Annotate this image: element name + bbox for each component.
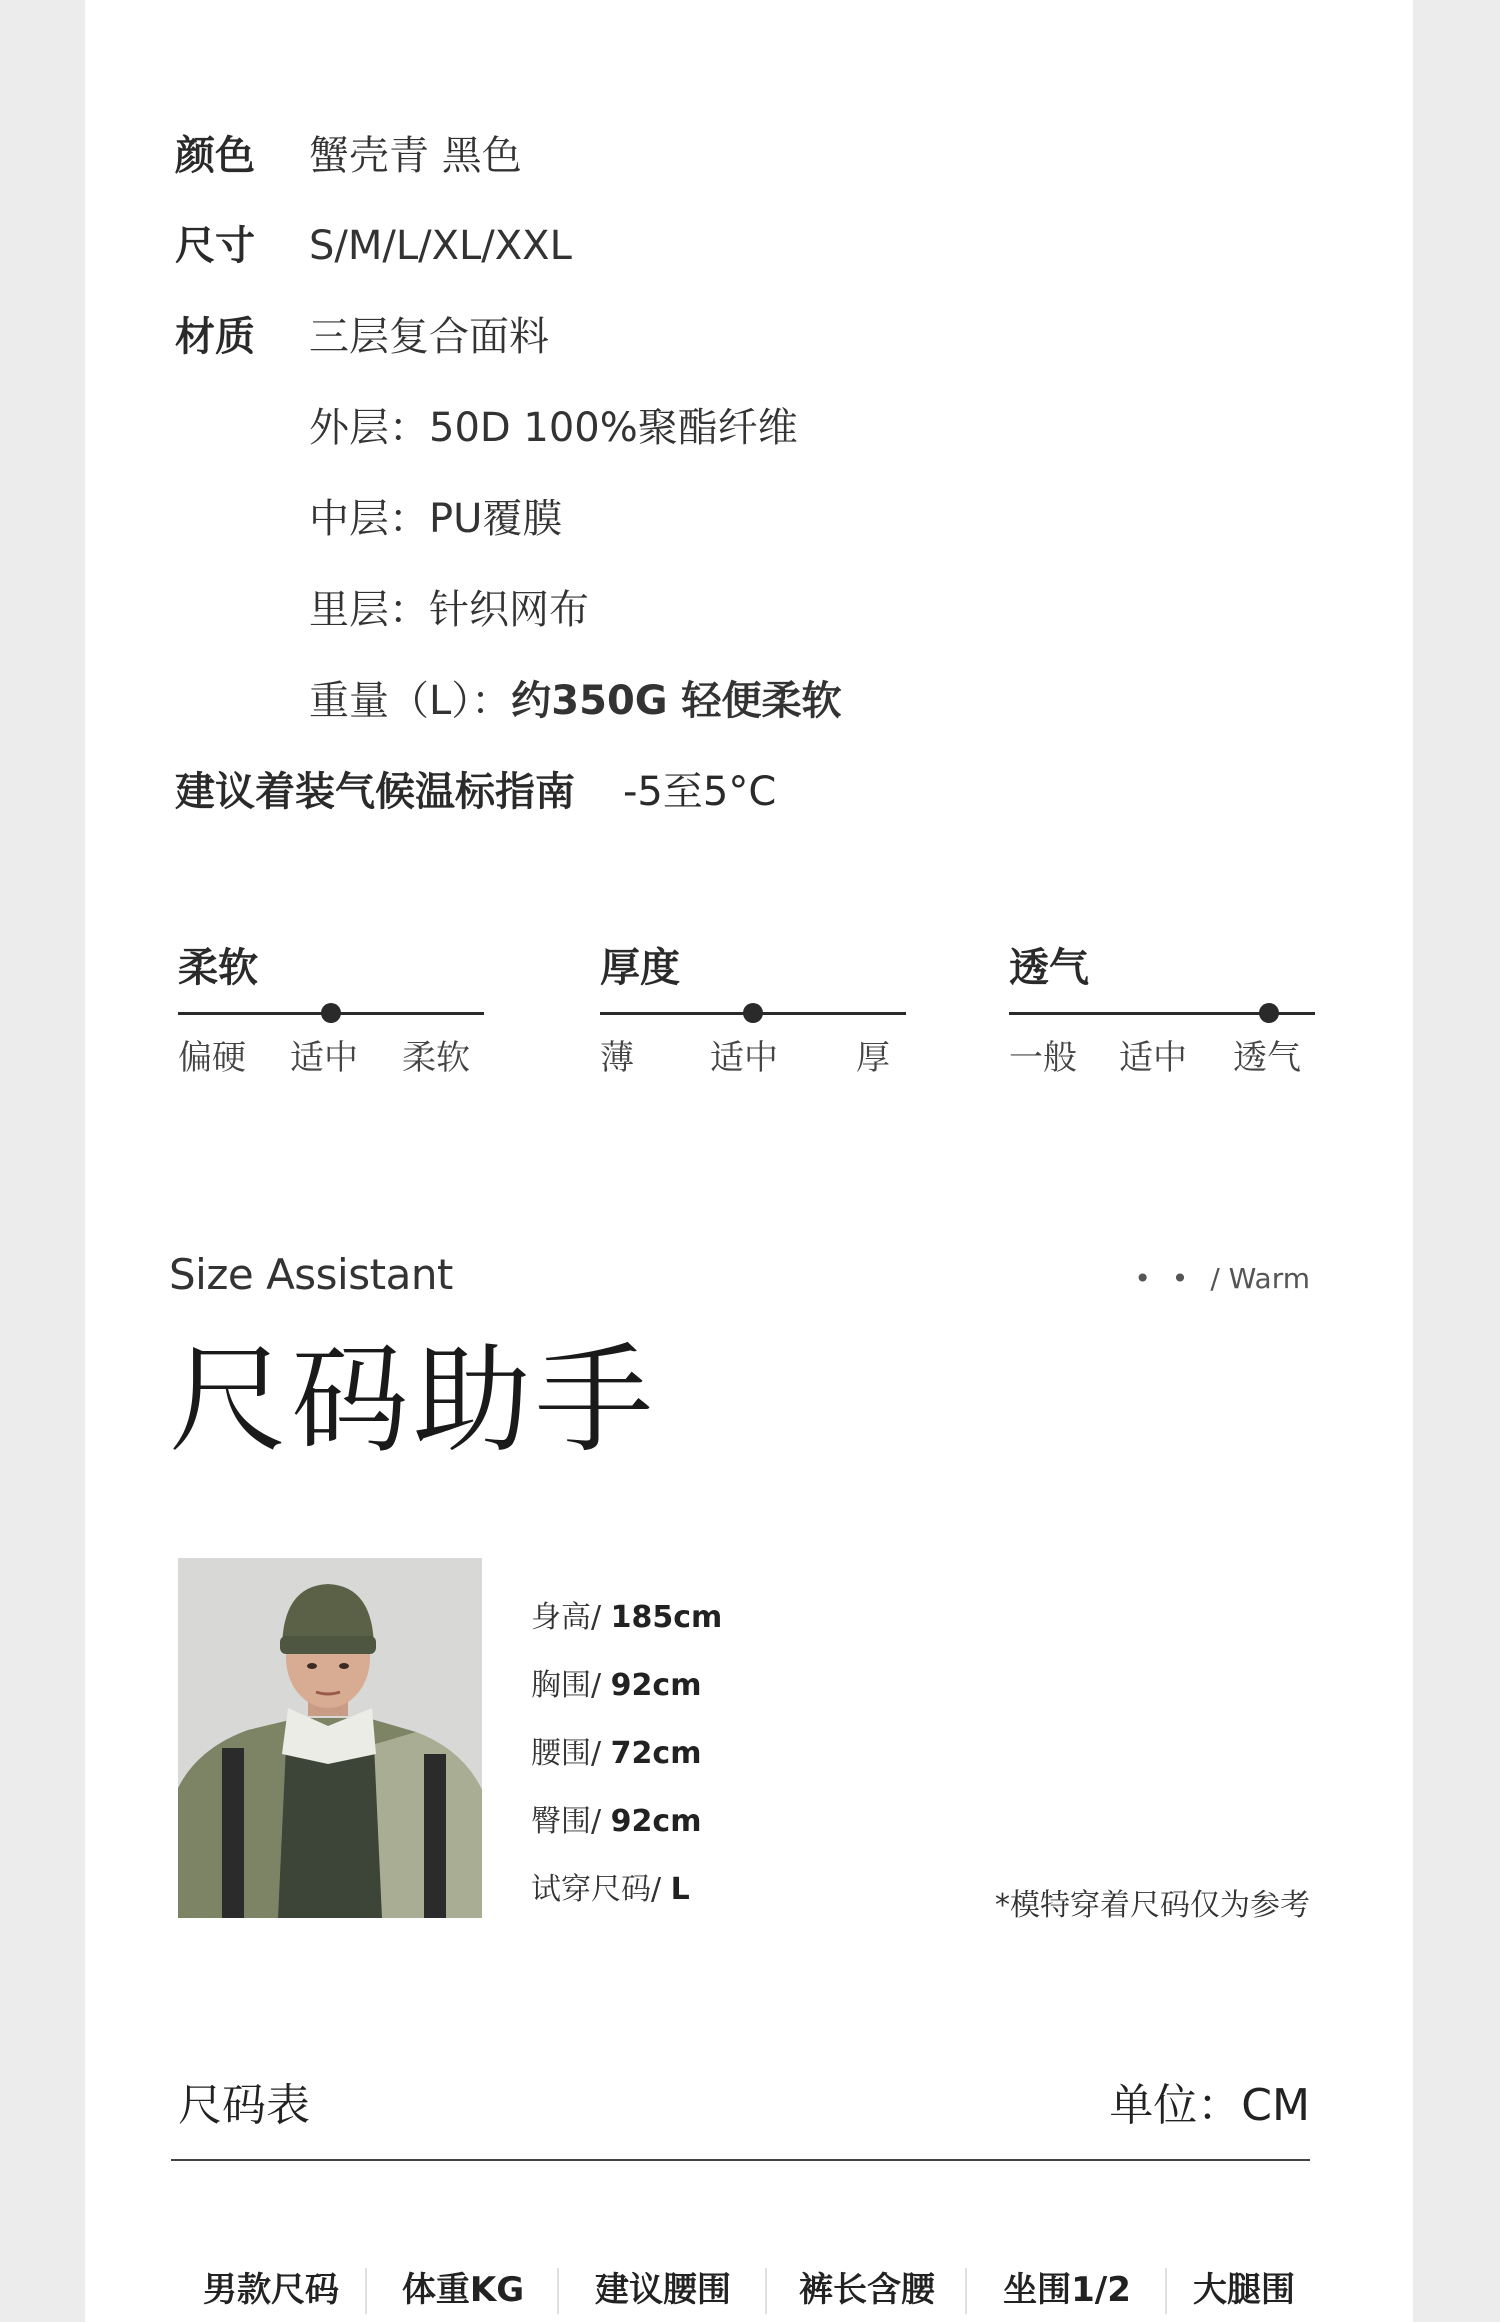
model-height — [531, 1592, 722, 1636]
material-outer-layer: 外层：50D 100%聚酯纤维 — [309, 405, 798, 451]
scale-labels — [1009, 1030, 1315, 1076]
weight-label: 重量（L）： — [309, 678, 512, 724]
scale-label-high: 厚 — [856, 1038, 890, 1078]
size-assistant-title-en: Size Assistant — [169, 1250, 453, 1299]
size-chart-unit: 单位：CM — [1109, 2080, 1310, 2131]
table-header-cell — [175, 2262, 367, 2322]
spec-label: 颜色 — [175, 133, 255, 179]
scale-label-low: 一般 — [1009, 1038, 1077, 1078]
scale-title: 透气 — [1009, 945, 1089, 991]
table-header-cell — [559, 2262, 767, 2322]
model-waist — [531, 1728, 701, 1772]
scale-title: 柔软 — [178, 945, 258, 991]
model-photo — [178, 1558, 482, 1918]
scale-indicator — [743, 1003, 763, 1023]
measure-value: 92cm — [610, 1668, 702, 1703]
scale-label-low: 偏硬 — [178, 1038, 246, 1078]
model-size-note: *模特穿着尺码仅为参考 — [995, 1888, 1310, 1923]
climate-temperature: -5至5°C — [623, 769, 777, 815]
model-trial-size — [531, 1864, 690, 1908]
scale-track — [178, 1002, 484, 1026]
table-header-cell — [367, 2262, 559, 2322]
product-detail-page — [85, 0, 1413, 2322]
scale-track — [1009, 1002, 1315, 1026]
warm-tag: / Warm — [1210, 1262, 1310, 1295]
measure-value: 92cm — [610, 1804, 702, 1839]
measure-value: L — [670, 1872, 690, 1907]
weight-value: 约350G 轻便柔软 — [511, 678, 842, 724]
table-header-cell — [767, 2262, 967, 2322]
measure-label: 腰围/ — [531, 1736, 611, 1771]
spec-row-color — [175, 130, 522, 182]
measure-value: 185cm — [610, 1600, 723, 1635]
dots-indicator: • • — [1134, 1262, 1195, 1295]
scale-breathability — [1009, 942, 1315, 1076]
climate-guide — [175, 766, 776, 818]
model-hip — [531, 1796, 701, 1840]
size-assistant-title-cn: 尺码助手 — [169, 1331, 658, 1469]
scale-label-mid: 适中 — [1119, 1038, 1187, 1078]
scale-title: 厚度 — [600, 945, 680, 991]
material-inner-layer: 里层：针织网布 — [309, 587, 589, 633]
scale-label-mid: 适中 — [290, 1038, 358, 1078]
column-label: 男款尺码 — [203, 2270, 339, 2310]
scale-label-high: 透气 — [1233, 1038, 1301, 1078]
measure-label: 胸围/ — [531, 1668, 611, 1703]
scale-thickness — [600, 942, 906, 1076]
spec-row-material — [175, 311, 549, 363]
material-middle-layer: 中层：PU覆膜 — [309, 496, 563, 542]
scale-label-low: 薄 — [600, 1038, 634, 1078]
scale-label-high: 柔软 — [402, 1038, 470, 1078]
column-label: 体重KG — [401, 2270, 525, 2310]
table-header-cell — [967, 2262, 1167, 2322]
weight-row — [309, 675, 842, 727]
scale-label-mid: 适中 — [710, 1038, 778, 1078]
size-assistant-tag — [1134, 1262, 1310, 1295]
scale-track — [600, 1002, 906, 1026]
column-label: 坐围1/2 — [1003, 2270, 1131, 2310]
divider — [171, 2159, 1310, 2161]
column-label: 大腿围 — [1193, 2270, 1295, 2310]
scale-softness — [178, 942, 484, 1076]
spec-value: S/M/L/XL/XXL — [309, 223, 572, 269]
spec-value: 蟹壳青 黑色 — [309, 133, 522, 179]
model-chest — [531, 1660, 701, 1704]
measure-label: 试穿尺码/ — [531, 1872, 671, 1907]
model-illustration — [178, 1558, 482, 1918]
scale-indicator — [321, 1003, 341, 1023]
column-label: 裤长含腰 — [799, 2270, 935, 2310]
measure-label: 臀围/ — [531, 1804, 611, 1839]
table-header-cell — [1167, 2262, 1321, 2322]
spec-value: 三层复合面料 — [309, 314, 549, 360]
scale-labels — [600, 1030, 906, 1076]
climate-label: 建议着装气候温标指南 — [175, 769, 575, 815]
scale-labels — [178, 1030, 484, 1076]
measure-label: 身高/ — [531, 1600, 611, 1635]
spec-label: 尺寸 — [175, 223, 255, 269]
scale-indicator — [1259, 1003, 1279, 1023]
size-table-header — [175, 2262, 1321, 2322]
column-label: 建议腰围 — [595, 2270, 731, 2310]
spec-row-size — [175, 220, 572, 272]
size-chart-title: 尺码表 — [178, 2080, 310, 2131]
spec-label: 材质 — [175, 314, 255, 360]
measure-value: 72cm — [610, 1736, 702, 1771]
